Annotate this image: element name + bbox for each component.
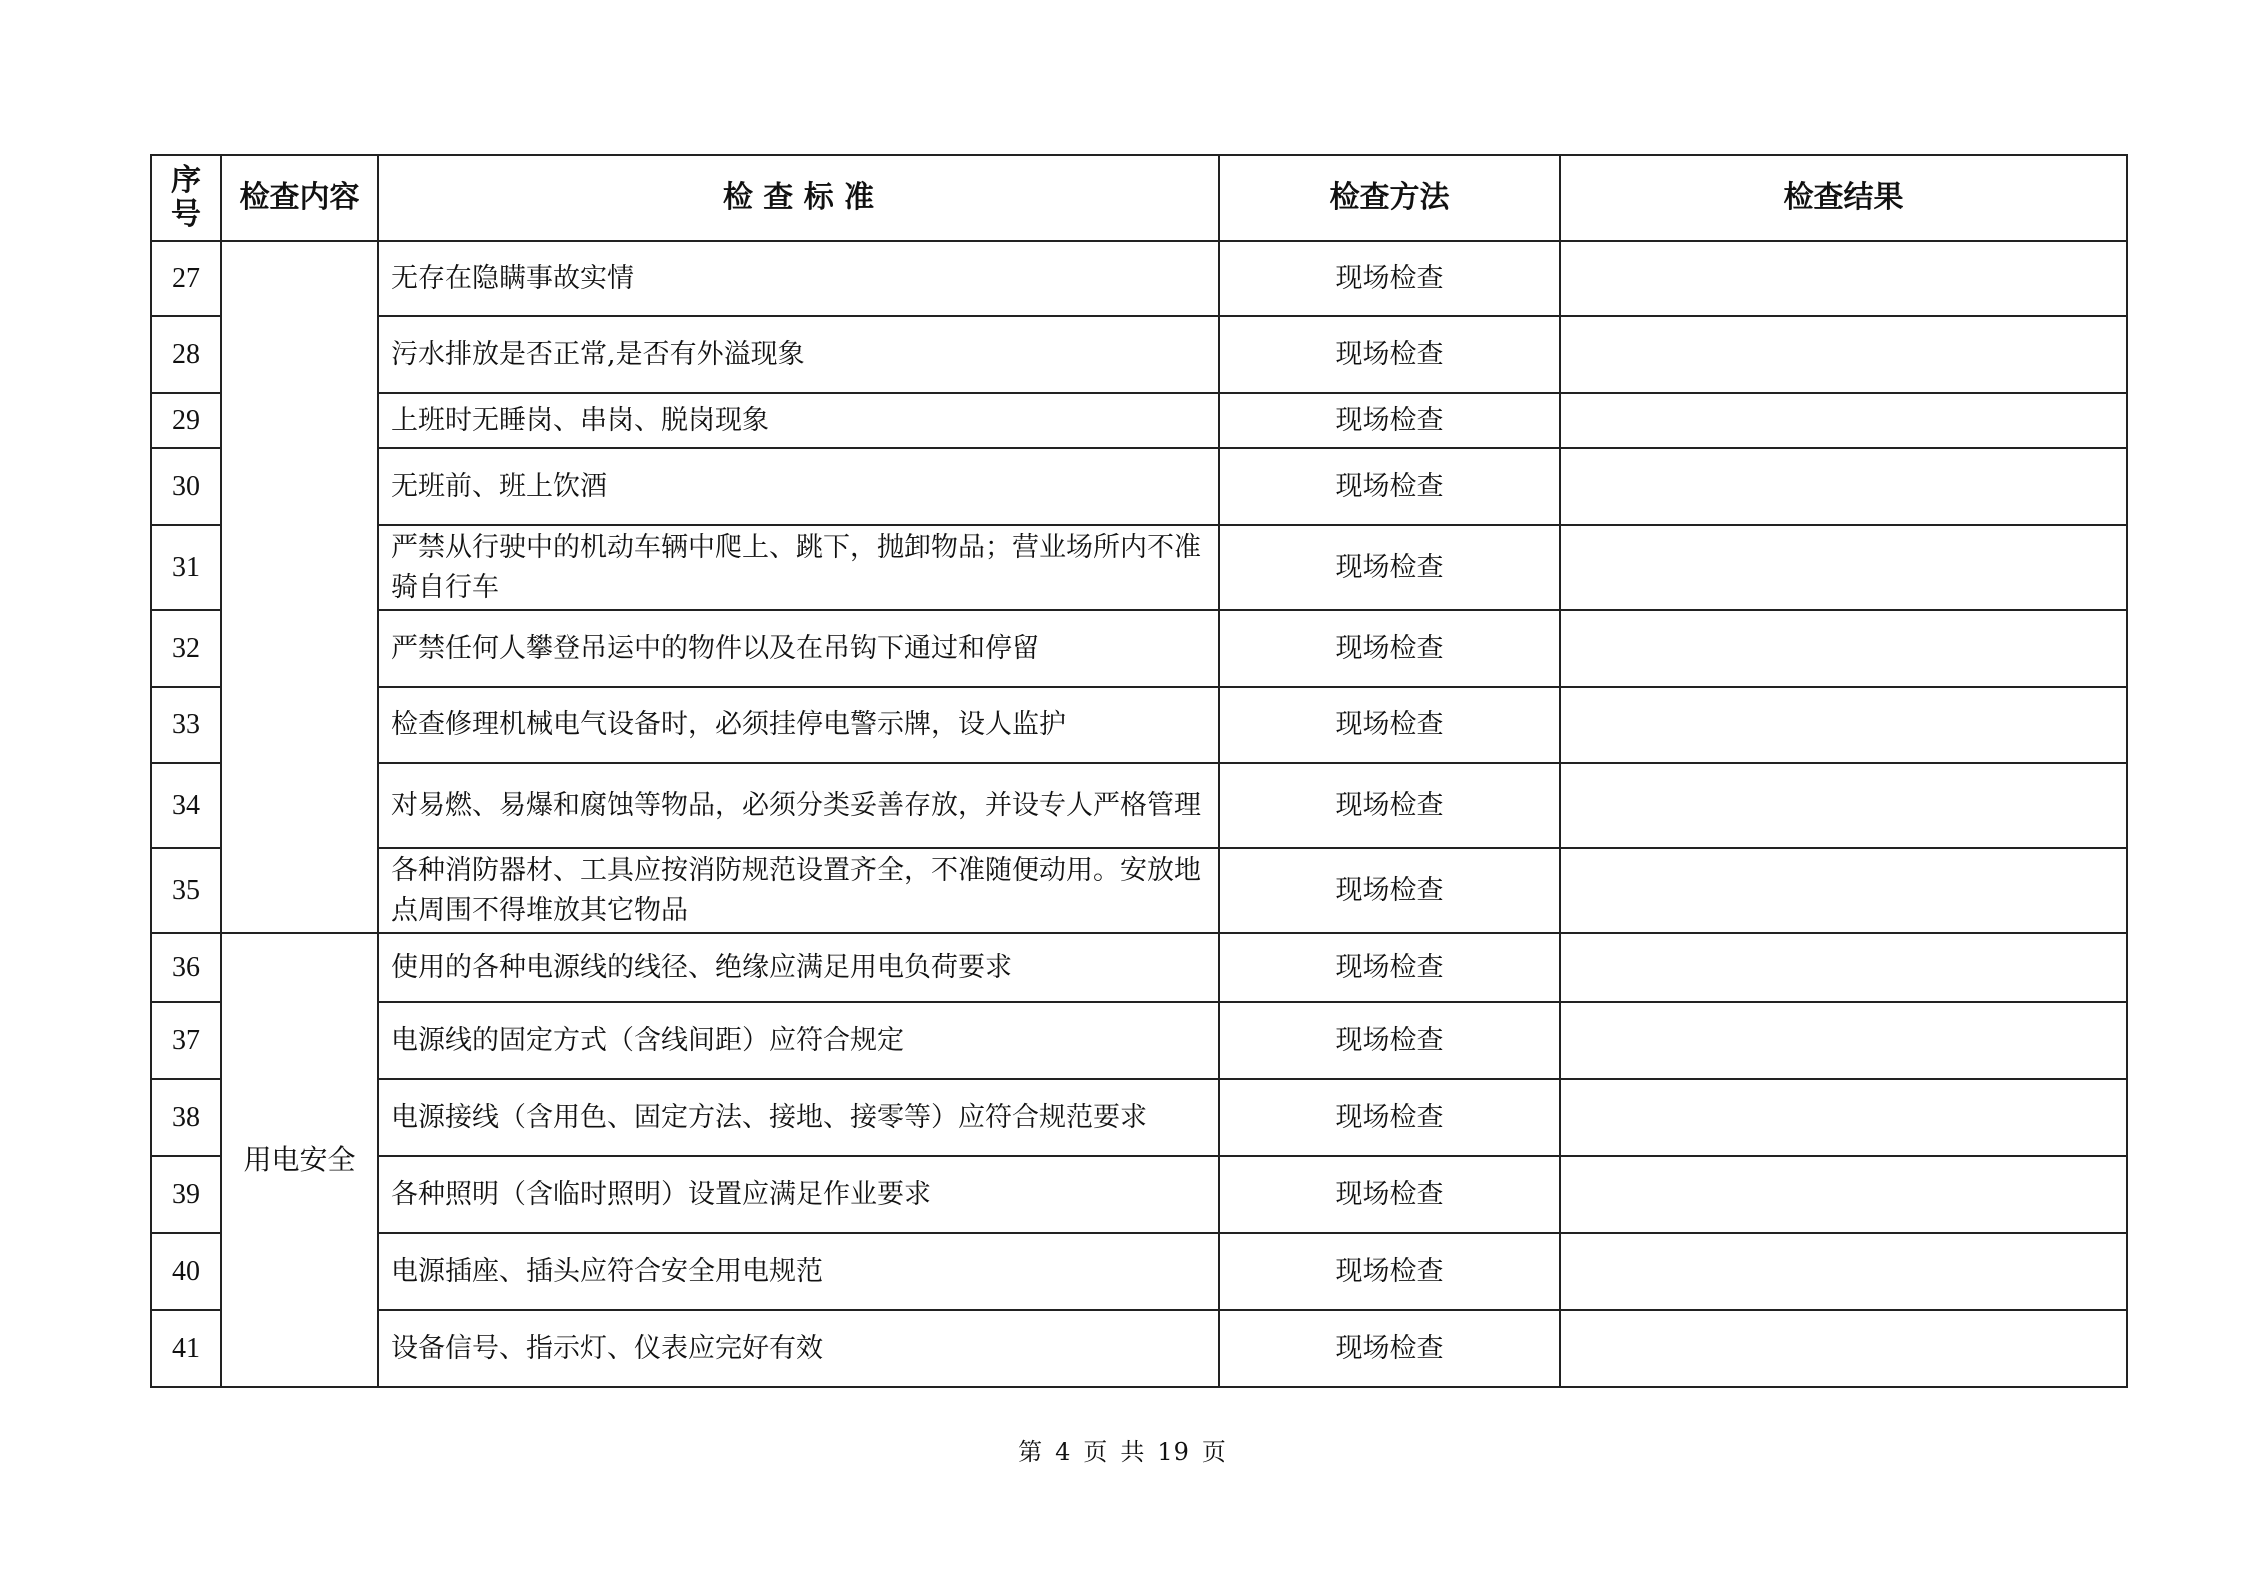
row-number: 32	[151, 610, 221, 687]
row-method: 现场检查	[1219, 316, 1560, 393]
row-standard: 无存在隐瞒事故实情	[378, 241, 1219, 316]
table-row	[151, 1156, 2127, 1233]
footer-mid1: 页	[1083, 1438, 1109, 1466]
header-standard: 检 查 标 准	[378, 155, 1219, 241]
row-number: 29	[151, 393, 221, 448]
category-electric-safety: 用电安全	[221, 933, 378, 1387]
table-row	[151, 1079, 2127, 1156]
row-number: 31	[151, 525, 221, 610]
footer-mid2: 共	[1120, 1438, 1146, 1466]
header-seq-line1: 序	[171, 163, 201, 198]
row-number: 28	[151, 316, 221, 393]
row-standard: 检查修理机械电气设备时，必须挂停电警示牌，设人监护	[378, 687, 1219, 763]
row-standard: 电源插座、插头应符合安全用电规范	[378, 1233, 1219, 1310]
footer-prefix: 第	[1018, 1438, 1044, 1466]
row-result[interactable]	[1560, 393, 2127, 448]
row-result[interactable]	[1560, 687, 2127, 763]
row-number: 41	[151, 1310, 221, 1387]
row-method: 现场检查	[1219, 1156, 1560, 1233]
row-number: 33	[151, 687, 221, 763]
row-number: 35	[151, 848, 221, 933]
table-row	[151, 393, 2127, 448]
table-row	[151, 241, 2127, 316]
row-method: 现场检查	[1219, 610, 1560, 687]
footer-total-pages: 19	[1157, 1438, 1190, 1466]
row-result[interactable]	[1560, 933, 2127, 1002]
table-row	[151, 610, 2127, 687]
header-method: 检查方法	[1219, 155, 1560, 241]
row-number: 40	[151, 1233, 221, 1310]
row-result[interactable]	[1560, 1079, 2127, 1156]
row-result[interactable]	[1560, 241, 2127, 316]
row-number: 36	[151, 933, 221, 1002]
row-result[interactable]	[1560, 1233, 2127, 1310]
row-number: 27	[151, 241, 221, 316]
row-number: 30	[151, 448, 221, 525]
row-method: 现场检查	[1219, 763, 1560, 848]
row-method: 现场检查	[1219, 241, 1560, 316]
row-method: 现场检查	[1219, 1233, 1560, 1310]
header-seq-line2: 号	[171, 197, 201, 232]
row-standard: 污水排放是否正常,是否有外溢现象	[378, 316, 1219, 393]
table-row	[151, 1310, 2127, 1387]
row-standard: 各种消防器材、工具应按消防规范设置齐全，不准随便动用。安放地点周围不得堆放其它物品	[378, 848, 1219, 933]
row-standard: 严禁任何人攀登吊运中的物件以及在吊钩下通过和停留	[378, 610, 1219, 687]
footer-suffix: 页	[1201, 1438, 1227, 1466]
row-result[interactable]	[1560, 1156, 2127, 1233]
header-seq	[151, 155, 221, 241]
table-row	[151, 316, 2127, 393]
row-method: 现场检查	[1219, 1079, 1560, 1156]
row-standard: 电源接线（含用色、固定方法、接地、接零等）应符合规范要求	[378, 1079, 1219, 1156]
row-number: 38	[151, 1079, 221, 1156]
inspection-table	[150, 154, 2128, 1388]
row-result[interactable]	[1560, 525, 2127, 610]
row-method: 现场检查	[1219, 1310, 1560, 1387]
row-result[interactable]	[1560, 1002, 2127, 1079]
table-header-row	[151, 155, 2127, 241]
row-standard: 使用的各种电源线的线径、绝缘应满足用电负荷要求	[378, 933, 1219, 1002]
table-row	[151, 848, 2127, 933]
row-number: 37	[151, 1002, 221, 1079]
row-standard: 上班时无睡岗、串岗、脱岗现象	[378, 393, 1219, 448]
row-result[interactable]	[1560, 848, 2127, 933]
table-row	[151, 763, 2127, 848]
row-method: 现场检查	[1219, 848, 1560, 933]
table-row	[151, 687, 2127, 763]
footer-page-number: 4	[1055, 1438, 1072, 1466]
row-number: 34	[151, 763, 221, 848]
row-method: 现场检查	[1219, 448, 1560, 525]
table-row	[151, 1233, 2127, 1310]
row-standard: 电源线的固定方式（含线间距）应符合规定	[378, 1002, 1219, 1079]
table-row	[151, 1002, 2127, 1079]
row-result[interactable]	[1560, 610, 2127, 687]
header-result: 检查结果	[1560, 155, 2127, 241]
row-standard: 无班前、班上饮酒	[378, 448, 1219, 525]
row-method: 现场检查	[1219, 393, 1560, 448]
row-standard: 设备信号、指示灯、仪表应完好有效	[378, 1310, 1219, 1387]
row-result[interactable]	[1560, 448, 2127, 525]
table-row	[151, 525, 2127, 610]
row-method: 现场检查	[1219, 687, 1560, 763]
row-standard: 各种照明（含临时照明）设置应满足作业要求	[378, 1156, 1219, 1233]
table-row	[151, 448, 2127, 525]
row-result[interactable]	[1560, 316, 2127, 393]
row-method: 现场检查	[1219, 1002, 1560, 1079]
row-method: 现场检查	[1219, 525, 1560, 610]
row-result[interactable]	[1560, 1310, 2127, 1387]
row-result[interactable]	[1560, 763, 2127, 848]
row-method: 现场检查	[1219, 933, 1560, 1002]
category-cell-blank	[221, 241, 378, 933]
row-number: 39	[151, 1156, 221, 1233]
row-standard: 严禁从行驶中的机动车辆中爬上、跳下，抛卸物品；营业场所内不准骑自行车	[378, 525, 1219, 610]
row-standard: 对易燃、易爆和腐蚀等物品，必须分类妥善存放，并设专人严格管理	[378, 763, 1219, 848]
header-content: 检查内容	[221, 155, 378, 241]
table-row	[151, 933, 2127, 1002]
page-footer	[0, 1432, 2245, 1467]
